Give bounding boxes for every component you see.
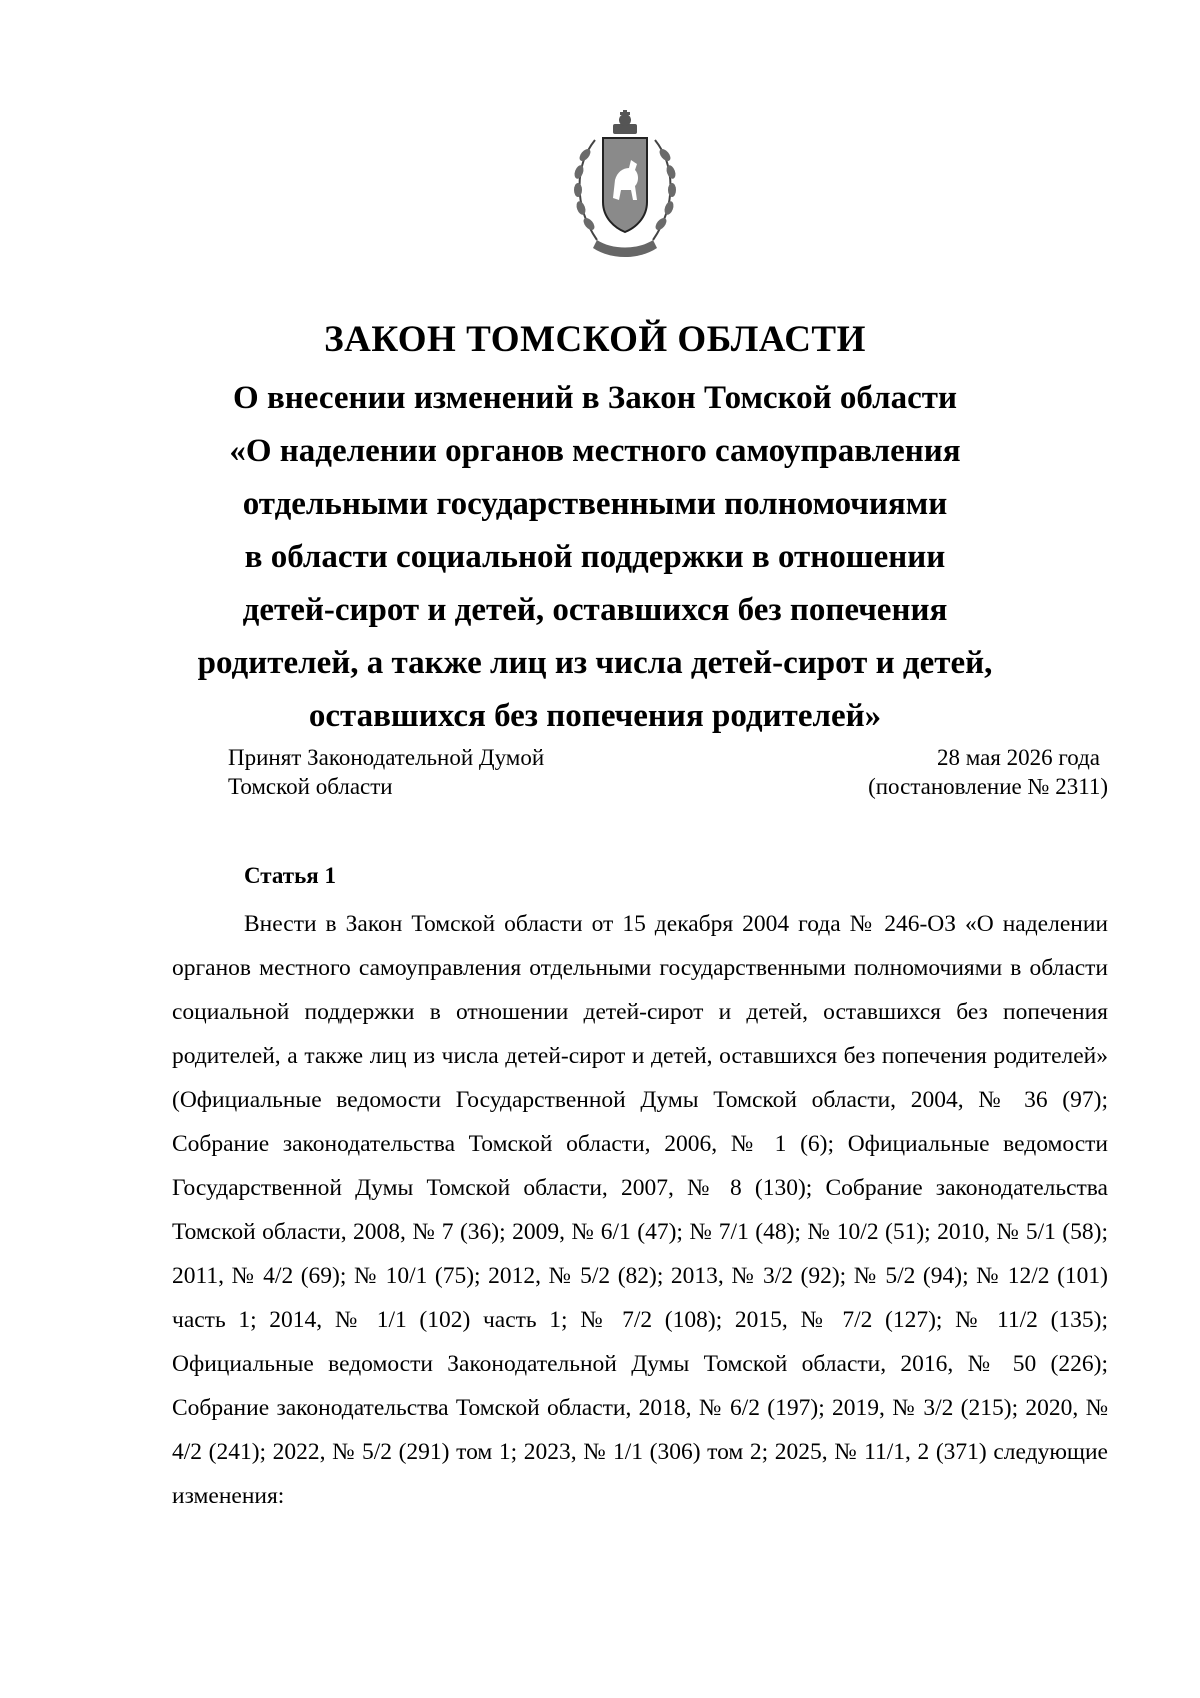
- title-block: [150, 318, 1040, 743]
- article-heading: Статья 1: [244, 863, 336, 888]
- subtitle-line: в области социальной поддержки в отношении: [244, 539, 946, 575]
- adopted-by-line: Томской области: [228, 774, 393, 799]
- document-subtitle: [150, 372, 1040, 743]
- resolution-number: (постановление № 2311): [868, 774, 1108, 799]
- subtitle-line: родителей, а также лиц из числа детей-сирот и детей,: [197, 645, 993, 681]
- subtitle-line: оставшихся без попечения родителей»: [308, 698, 882, 734]
- adoption-date: 28 мая 2026 года: [936, 745, 1100, 770]
- adoption-date-block: [868, 743, 1108, 801]
- article-text: Внести в Закон Томской области от 15 декабря 2004 года № 246-ОЗ «О наделении органов местного самоуправления отдельными государственными полномочиями в области социальной поддержки в отношении детей-сирот и детей, оставшихся без попечения родителей, а также лиц из числа детей-сирот и детей, оставшихся без попечения родителей» (Официальные ведомости Государственной Думы Томской области, 2004, № 36 (97); Собрание законодательства Томской области, 2006, № 1 (6); Официальные ведомости Государственной Думы Томской области, 2007, № 8 (130); Собрание законодательства Томской области, 2008, № 7 (36); 2009, № 6/1 (47); № 7/1 (48); № 10/2 (51); 2010, № 5/1 (58); 2011, № 4/2 (69); № 10/1 (75); 2012, № 5/2 (82); 2013, № 3/2 (92); № 5/2 (94); № 12/2 (101) часть 1; 2014, № 1/1 (102) часть 1; № 7/2 (108); 2015, № 7/2 (127); № 11/2 (135); Официальные ведомости Законодательной Думы Томской области, 2016, № 50 (226); Собрание законодательства Томской области, 2018, № 6/2 (197); 2019, № 3/2 (215); 2020, № 4/2 (241); 2022, № 5/2 (291) том 1; 2023, № 1/1 (306) том 2; 2025, № 11/1, 2 (371) следующие изменения:: [172, 911, 1108, 1509]
- document-title: ЗАКОН ТОМСКОЙ ОБЛАСТИ: [324, 319, 866, 360]
- subtitle-line: отдельными государственными полномочиями: [242, 486, 948, 522]
- subtitle-line: детей-сирот и детей, оставшихся без попечения: [242, 592, 948, 628]
- adopted-by-line: Принят Законодательной Думой: [228, 745, 545, 770]
- subtitle-line: О внесении изменений в Закон Томской области: [233, 380, 957, 416]
- adopted-by: [228, 743, 544, 801]
- subtitle-line: «О наделении органов местного самоуправления: [229, 433, 961, 469]
- coat-of-arms-icon: [567, 110, 683, 262]
